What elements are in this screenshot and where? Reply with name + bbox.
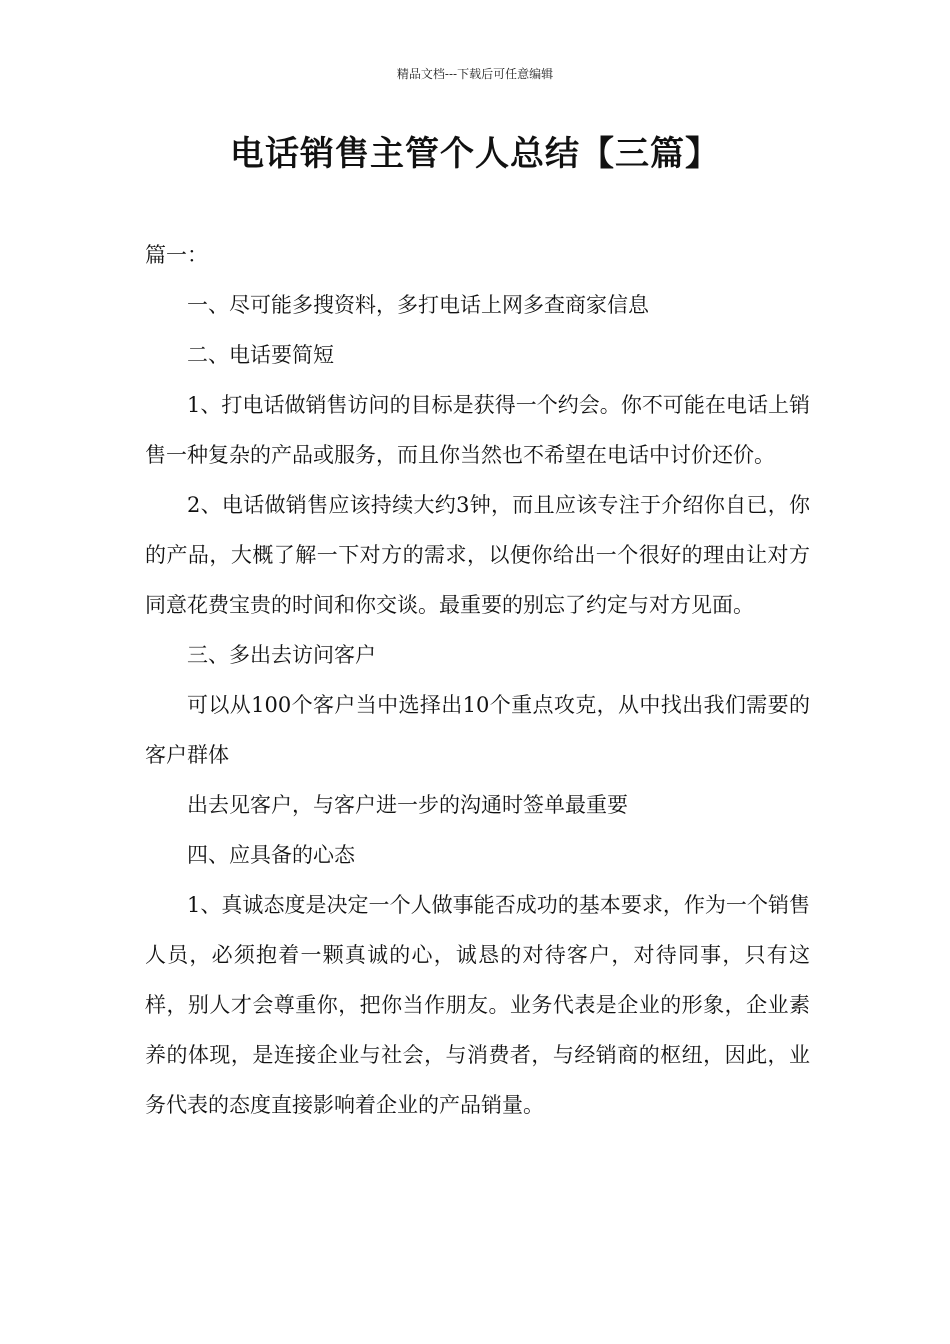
document-title: 电话销售主管个人总结【三篇】: [230, 134, 720, 174]
document-body: [145, 230, 810, 1130]
heading-paragraph-1: 一、尽可能多搜资料，多打电话上网多查商家信息: [187, 293, 649, 317]
body-paragraph: 1、真诚态度是决定一个人做事能否成功的基本要求，作为一个销售人员，必须抱着一颗真诚的心，诚恳的对待客户，对待同事，只有这样，别人才会尊重你，把你当作朋友。业务代表是企业的形象，企业素养的体现，是连接企业与社会，与消费者，与经销商的枢纽，因此，业务代表的态度直接影响着企业的产品销量。: [145, 893, 810, 1117]
body-paragraph: 出去见客户，与客户进一步的沟通时签单最重要: [187, 793, 628, 817]
body-paragraph: 可以从100个客户当中选择出10个重点攻克，从中找出我们需要的客户群体: [145, 693, 810, 767]
page-header-watermark: 精品文档---下载后可任意编辑: [396, 67, 554, 81]
heading-paragraph-3: 三、多出去访问客户: [187, 643, 376, 667]
body-paragraph: 1、打电话做销售访问的目标是获得一个约会。你不可能在电话上销售一种复杂的产品或服务，而且你当然也不希望在电话中讨价还价。: [145, 393, 810, 467]
body-paragraph: 2、电话做销售应该持续大约3钟，而且应该专注于介绍你自已，你的产品，大概了解一下对方的需求，以便你给出一个很好的理由让对方同意花费宝贵的时间和你交谈。最重要的别忘了约定与对方见面。: [145, 493, 810, 617]
section-label: 篇一：: [145, 243, 208, 267]
heading-paragraph-4: 四、应具备的心态: [187, 843, 355, 867]
heading-paragraph-2: 二、电话要简短: [187, 343, 334, 367]
